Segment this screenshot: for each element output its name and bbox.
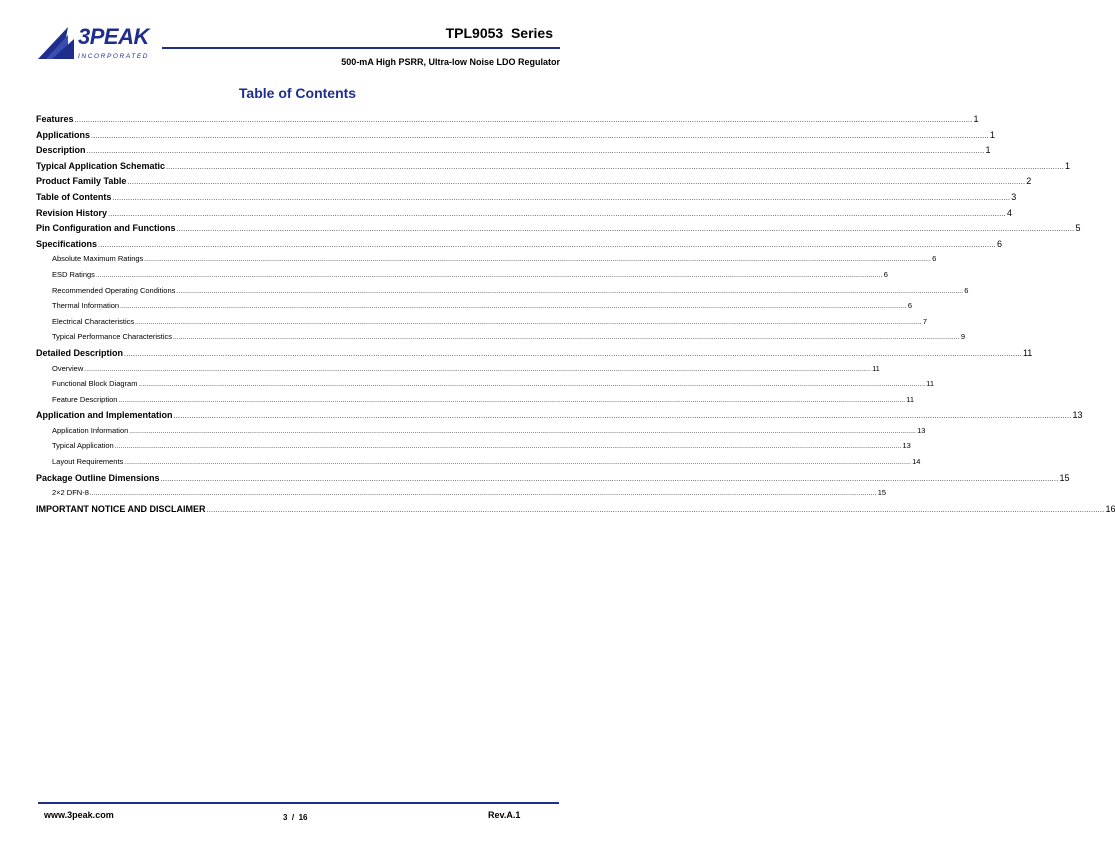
toc-leader-dots: ................................................................................................................................................................................................................................................................................................................................................................................................................ — [112, 194, 1011, 202]
toc-leader-dots: ................................................................................................................................................................................................................................................................................................................................................................................................................ — [144, 257, 932, 264]
toc-entry[interactable] — [36, 223, 1081, 239]
toc-entry-label: Recommended Operating Conditions — [52, 285, 176, 295]
toc-leader-dots: ................................................................................................................................................................................................................................................................................................................................................................................................................ — [129, 428, 917, 435]
toc-entry-page: 6 — [907, 301, 913, 311]
toc-leader-dots: ................................................................................................................................................................................................................................................................................................................................................................................................................ — [127, 179, 1026, 187]
toc-leader-dots: ................................................................................................................................................................................................................................................................................................................................................................................................................ — [84, 366, 872, 373]
toc-entry-page: 6 — [883, 269, 888, 279]
company-logo — [38, 25, 178, 65]
toc-entry-label: Revision History — [36, 207, 108, 218]
toc-leader-dots: ................................................................................................................................................................................................................................................................................................................................................................................................................ — [135, 319, 922, 326]
revision-label: Rev.A.1 — [488, 810, 521, 820]
toc-entry-page: 11 — [1022, 347, 1033, 358]
toc-entry-label: Feature Description — [52, 394, 118, 404]
toc-entry-page: 15 — [1059, 472, 1070, 483]
toc-entry[interactable] — [36, 160, 1070, 177]
toc-entry-page: 6 — [932, 254, 937, 264]
toc-entry[interactable] — [36, 129, 995, 146]
toc-leader-dots: ................................................................................................................................................................................................................................................................................................................................................................................................................ — [206, 506, 1105, 514]
toc-entry[interactable] — [36, 176, 1032, 192]
toc-entry-label: Features — [36, 114, 74, 124]
toc-entry[interactable] — [36, 332, 966, 348]
toc-entry-page: 4 — [1006, 207, 1012, 218]
toc-leader-dots: ................................................................................................................................................................................................................................................................................................................................................................................................................ — [173, 335, 960, 342]
footer-rule — [38, 802, 559, 804]
toc-entry-page: 6 — [996, 238, 1002, 249]
toc-entry-label: IMPORTANT NOTICE AND DISCLAIMER — [36, 503, 206, 514]
toc-entry[interactable] — [36, 472, 1070, 489]
toc-entry-page: 2 — [1026, 176, 1032, 187]
toc-entry-page: 1 — [985, 145, 991, 156]
toc-leader-dots: ................................................................................................................................................................................................................................................................................................................................................................................................................ — [120, 304, 907, 311]
header-rule — [162, 47, 560, 49]
toc-entry[interactable] — [36, 207, 1012, 224]
toc-entry[interactable] — [36, 347, 1033, 364]
toc-entry-page: 11 — [926, 379, 935, 389]
toc-entry[interactable] — [36, 410, 1083, 426]
toc-entry-label: Table of Contents — [36, 191, 112, 202]
toc-leader-dots: ................................................................................................................................................................................................................................................................................................................................................................................................................ — [160, 475, 1059, 483]
toc-entry-label: Application and Implementation — [36, 410, 173, 421]
toc-entry-page: 1 — [973, 114, 979, 124]
toc-entry-label: Electrical Characteristics — [52, 316, 135, 326]
toc-entry[interactable] — [36, 379, 935, 395]
toc-entry-page: 3 — [1011, 191, 1017, 202]
toc-leader-dots: ................................................................................................................................................................................................................................................................................................................................................................................................................ — [166, 163, 1064, 171]
toc-entry-page: 1 — [989, 129, 995, 140]
toc-entry-label: Overview — [52, 363, 84, 373]
toc-entry-label: Typical Application Schematic — [36, 160, 166, 171]
toc-entry[interactable] — [36, 316, 928, 333]
toc-entry[interactable] — [36, 301, 913, 317]
toc-leader-dots: ................................................................................................................................................................................................................................................................................................................................................................................................................ — [108, 210, 1006, 218]
toc-entry-label: Thermal Information — [52, 301, 120, 311]
table-of-contents — [36, 114, 1115, 519]
toc-entry-label: Pin Configuration and Functions — [36, 223, 176, 234]
toc-entry-page: 16 — [1105, 503, 1115, 514]
toc-entry-page: 9 — [960, 332, 966, 342]
series-title: TPL9053 Series — [445, 25, 553, 41]
toc-entry[interactable] — [36, 114, 979, 130]
logo-text: 3PEAK — [78, 24, 149, 49]
toc-entry-label: Detailed Description — [36, 347, 124, 358]
toc-entry-label: Typical Performance Characteristics — [52, 332, 173, 342]
toc-entry-label: Package Outline Dimensions — [36, 472, 160, 483]
toc-entry-page: 6 — [964, 285, 969, 295]
toc-entry[interactable] — [36, 457, 921, 473]
toc-entry-page: 13 — [1072, 410, 1083, 421]
toc-leader-dots: ................................................................................................................................................................................................................................................................................................................................................................................................................ — [91, 132, 989, 140]
toc-entry[interactable] — [36, 285, 969, 302]
toc-leader-dots: ................................................................................................................................................................................................................................................................................................................................................................................................................ — [89, 491, 877, 498]
toc-entry-label: Product Family Table — [36, 176, 127, 187]
toc-entry[interactable] — [36, 191, 1017, 208]
toc-leader-dots: ................................................................................................................................................................................................................................................................................................................................................................................................................ — [118, 397, 906, 404]
toc-entry[interactable] — [36, 425, 926, 442]
toc-entry-label: Applications — [36, 129, 91, 140]
toc-leader-dots: ................................................................................................................................................................................................................................................................................................................................................................................................................ — [95, 272, 883, 279]
toc-leader-dots: ................................................................................................................................................................................................................................................................................................................................................................................................................ — [138, 382, 926, 389]
toc-entry[interactable] — [36, 145, 991, 161]
toc-entry[interactable] — [36, 488, 887, 504]
toc-entry[interactable] — [36, 254, 937, 270]
toc-leader-dots: ................................................................................................................................................................................................................................................................................................................................................................................................................ — [176, 288, 964, 295]
toc-entry-page: 1 — [1064, 160, 1070, 171]
toc-entry-page: 13 — [902, 441, 911, 451]
page-title: Table of Contents — [238, 85, 357, 101]
toc-entry-page: 13 — [917, 425, 926, 435]
toc-leader-dots: ................................................................................................................................................................................................................................................................................................................................................................................................................ — [98, 241, 996, 249]
toc-entry-page: 11 — [872, 363, 880, 373]
toc-entry-label: Absolute Maximum Ratings — [52, 254, 144, 264]
toc-entry-label: Description — [36, 145, 86, 156]
toc-leader-dots: ................................................................................................................................................................................................................................................................................................................................................................................................................ — [74, 117, 973, 124]
toc-entry-page: 14 — [912, 457, 921, 467]
toc-entry[interactable] — [36, 238, 1002, 255]
toc-entry-page: 15 — [877, 488, 887, 498]
toc-entry-label: ESD Ratings — [52, 269, 95, 279]
toc-entry-page: 5 — [1075, 223, 1081, 234]
toc-leader-dots: ................................................................................................................................................................................................................................................................................................................................................................................................................ — [114, 444, 902, 451]
toc-leader-dots: ................................................................................................................................................................................................................................................................................................................................................................................................................ — [173, 413, 1072, 421]
toc-entry-label: 2×2 DFN-8 — [52, 488, 89, 498]
toc-leader-dots: ................................................................................................................................................................................................................................................................................................................................................................................................................ — [124, 460, 912, 467]
logo-mark-icon — [38, 25, 78, 61]
page-number: 3 / 16 — [283, 813, 308, 822]
toc-entry-label: Typical Application — [52, 441, 114, 451]
toc-entry[interactable] — [36, 269, 888, 286]
toc-entry-label: Application Information — [52, 425, 129, 435]
toc-entry-page: 11 — [906, 394, 915, 404]
toc-entry-label: Specifications — [36, 238, 98, 249]
toc-entry[interactable] — [36, 363, 880, 380]
toc-leader-dots: ................................................................................................................................................................................................................................................................................................................................................................................................................ — [86, 148, 985, 156]
toc-entry-label: Functional Block Diagram — [52, 379, 138, 389]
toc-entry[interactable] — [36, 503, 1115, 520]
toc-leader-dots: ................................................................................................................................................................................................................................................................................................................................................................................................................ — [124, 350, 1022, 358]
toc-entry[interactable] — [36, 441, 911, 457]
toc-entry[interactable] — [36, 394, 915, 411]
logo-subtext: INCORPORATED — [78, 53, 150, 60]
toc-entry-label: Layout Requirements — [52, 457, 124, 467]
footer-website[interactable]: www.3peak.com — [44, 810, 114, 820]
document-subtitle: 500-mA High PSRR, Ultra-low Noise LDO Regulator — [341, 57, 560, 67]
toc-entry-page: 7 — [922, 316, 928, 326]
toc-leader-dots: ................................................................................................................................................................................................................................................................................................................................................................................................................ — [176, 226, 1075, 234]
